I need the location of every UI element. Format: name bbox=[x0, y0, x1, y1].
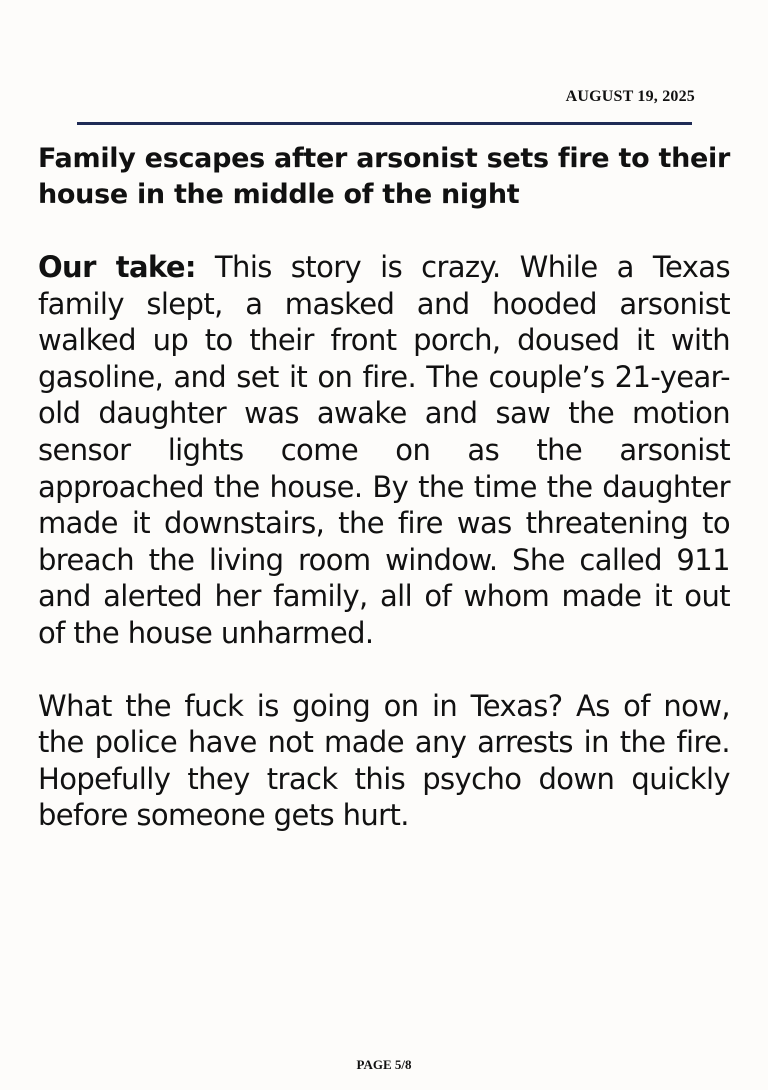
article-paragraph-2: What the fuck is going on in Texas? As of now, the police have not made any arrests in the fire. Hopefully they track this psycho down quickly before someone gets hurt. bbox=[38, 688, 730, 833]
article-headline: Family escapes after arsonist sets fire to their house in the middle of the night bbox=[38, 143, 730, 210]
our-take-label: Our take: bbox=[38, 250, 196, 284]
page-number: PAGE 5/8 bbox=[356, 1057, 412, 1072]
header-divider bbox=[77, 122, 692, 125]
article-paragraph-1 bbox=[38, 249, 730, 652]
article-body bbox=[38, 141, 730, 834]
date-label: AUGUST 19, 2025 bbox=[565, 88, 695, 105]
paragraph-1-text: This story is crazy. While a Texas family slept, a masked and hooded arsonist walked up to their front porch, doused it with gasoline, and set it on fire. The couple’s 21-year-old daughter was awake and saw the motion sensor lights come on as the arsonist approached the house. By the time the daughter made it downstairs, the fire was threatening to breach the living room window. She called 911 and alerted her family, all of whom made it out of the house unharmed. bbox=[38, 250, 730, 650]
